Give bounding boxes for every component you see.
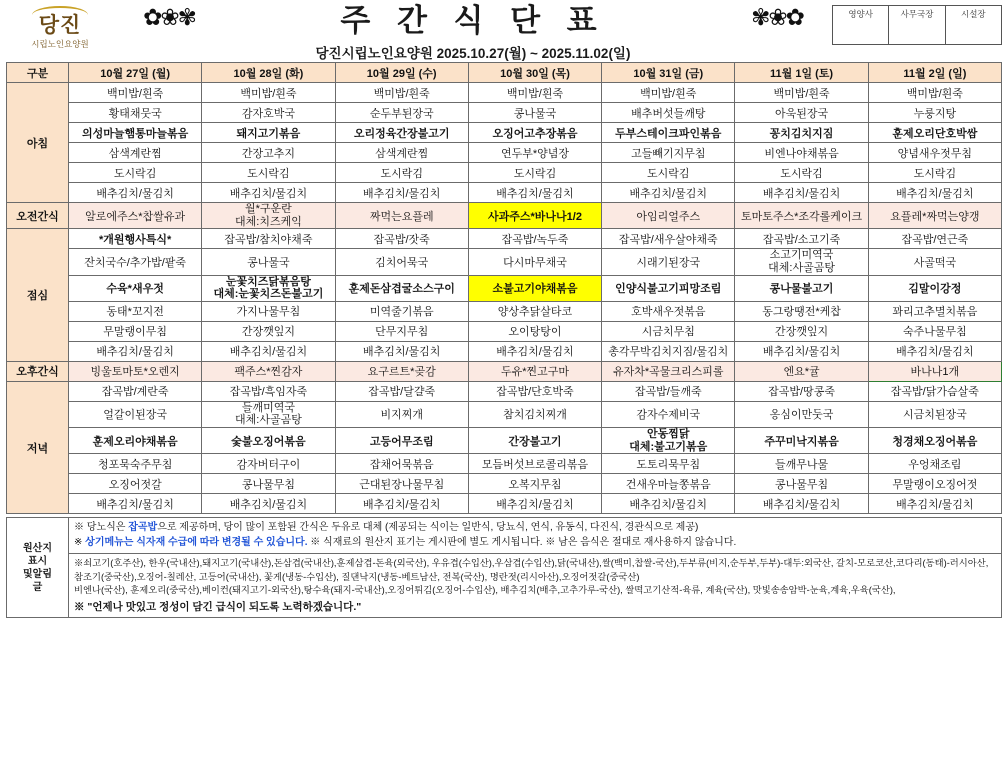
table-row — [7, 321, 1002, 341]
origin-line-2: 비엔나(국산), 훈제오리(중국산),베이컨(돼지고기-외국산),탕수육(돼지-국내산),오징어튀김(오징어-수입산), 배추김치(배추,고추가루-국산), 쌀떡고기산적-육류, 계육(국산), 맛빛송송암박-눈육,계육,우육(국산), — [74, 584, 896, 595]
menu-cell: 숙주나물무침 — [868, 321, 1001, 341]
menu-cell: 배추김치/물김치 — [69, 494, 202, 514]
menu-cell: 잡곡밥/흑임자죽 — [202, 381, 335, 401]
menu-cell: 잡곡밥/땅콩죽 — [735, 381, 868, 401]
menu-cell: 비엔나야채볶음 — [735, 143, 868, 163]
menu-cell: 잡곡밥/들깨죽 — [602, 381, 735, 401]
menu-cell: 간장깻잎지 — [735, 321, 868, 341]
table-row — [7, 401, 1002, 427]
snack-cell: 엔요*귤 — [735, 361, 868, 381]
signature-cell-manager: 사무국장 — [889, 6, 945, 44]
menu-cell: 훈제오리야채볶음 — [69, 428, 202, 454]
menu-cell: 배추버섯들깨탕 — [602, 103, 735, 123]
menu-cell: 고들빼기지무침 — [602, 143, 735, 163]
menu-cell: 시래기된장국 — [602, 249, 735, 275]
menu-cell: 우엉채조림 — [868, 454, 1001, 474]
menu-cell: 도시락김 — [69, 163, 202, 183]
menu-cell: 잡곡밥/연근죽 — [868, 229, 1001, 249]
menu-cell: 의성마늘햄통마늘볶음 — [69, 123, 202, 143]
menu-cell: 안동찜닭 대체:불고기볶음 — [602, 428, 735, 454]
meal-section-label-아침: 아침 — [7, 83, 69, 203]
menu-cell: 오이탕탕이 — [468, 321, 601, 341]
snack-cell: 바나나1개 — [868, 361, 1001, 381]
menu-cell: 숯불오징어볶음 — [202, 428, 335, 454]
weekly-menu-table — [6, 62, 1002, 514]
menu-cell: 연두부*양념장 — [468, 143, 601, 163]
menu-cell: 오징어고추장볶음 — [468, 123, 601, 143]
menu-cell: 가지나물무침 — [202, 301, 335, 321]
snack-label-오전간식: 오전간식 — [7, 203, 69, 229]
snack-cell: 빙울토마토*오렌지 — [69, 361, 202, 381]
menu-cell: 도시락김 — [602, 163, 735, 183]
menu-cell: 소고기미역국 대체:사골곰탕 — [735, 249, 868, 275]
menu-cell: 감자수제비국 — [602, 401, 735, 427]
signature-box — [832, 5, 1002, 45]
menu-cell: 무말랭이오징어젓 — [868, 474, 1001, 494]
table-row — [7, 143, 1002, 163]
menu-cell: 콩나물무침 — [735, 474, 868, 494]
menu-cell: 잡곡밥/달걀죽 — [335, 381, 468, 401]
menu-cell: 간장고추지 — [202, 143, 335, 163]
closing-message: ※ "언제나 맛있고 정성이 담긴 급식이 되도록 노력하겠습니다." — [74, 600, 362, 613]
snack-label-오후간식: 오후간식 — [7, 361, 69, 381]
column-header-category: 구분 — [7, 63, 69, 83]
menu-cell: 백미밥/흰죽 — [202, 83, 335, 103]
menu-cell: 배추김치/물김치 — [335, 341, 468, 361]
menu-cell: 콩나물무침 — [202, 474, 335, 494]
menu-cell: 잡곡밥/닭가슴살죽 — [868, 381, 1001, 401]
signature-cell-nutritionist: 영양사 — [833, 6, 889, 44]
snack-row — [7, 361, 1002, 381]
menu-cell: 백미밥/흰죽 — [468, 83, 601, 103]
menu-cell: 배추김치/물김치 — [202, 341, 335, 361]
table-row — [7, 275, 1002, 301]
menu-cell: 비지찌개 — [335, 401, 468, 427]
footer-notes-table — [6, 517, 1002, 618]
table-header-row — [7, 63, 1002, 83]
menu-cell: 오복지무침 — [468, 474, 601, 494]
table-row — [7, 103, 1002, 123]
menu-cell: 모듬버섯브로콜리볶음 — [468, 454, 601, 474]
menu-cell: 백미밥/흰죽 — [335, 83, 468, 103]
menu-cell: 옹심이만둣국 — [735, 401, 868, 427]
menu-cell: 훈제오리단호박쌈 — [868, 123, 1001, 143]
menu-cell: 들깨무나물 — [735, 454, 868, 474]
menu-cell: 간장불고기 — [468, 428, 601, 454]
menu-cell: 김말이강정 — [868, 275, 1001, 301]
menu-cell: 배추김치/물김치 — [868, 341, 1001, 361]
footer-divider — [69, 553, 1001, 554]
menu-cell: 콩나물국 — [468, 103, 601, 123]
menu-cell: 배추김치/물김치 — [202, 183, 335, 203]
menu-cell: 단무지무침 — [335, 321, 468, 341]
menu-cell: 들깨미역국 대체:사골곰탕 — [202, 401, 335, 427]
menu-cell: 도토리묵무침 — [602, 454, 735, 474]
menu-cell: 배추김치/물김치 — [868, 494, 1001, 514]
menu-cell: 배추김치/물김치 — [735, 183, 868, 203]
menu-cell: 무말랭이무침 — [69, 321, 202, 341]
table-row — [7, 474, 1002, 494]
menu-cell: 콩나물국 — [202, 249, 335, 275]
column-header-fri: 10월 31일 (금) — [602, 63, 735, 83]
menu-cell: 수육*새우젓 — [69, 275, 202, 301]
menu-cell: 배추김치/물김치 — [468, 341, 601, 361]
menu-cell: 백미밥/흰죽 — [735, 83, 868, 103]
menu-cell: 눈꽃치즈닭볶음탕 대체:눈꽃치즈돈불고기 — [202, 275, 335, 301]
note-line-1: ※ 당노식은 잡곡밥으로 제공하며, 당이 많이 포함된 간식은 두유로 대체 (제공되는 식이는 일반식, 당뇨식, 연식, 유동식, 다진식, 경관식으로 제공) — [74, 522, 699, 534]
menu-cell: 아욱된장국 — [735, 103, 868, 123]
table-row — [7, 163, 1002, 183]
column-header-sun: 11월 2일 (일) — [868, 63, 1001, 83]
menu-cell: 동태*꼬지전 — [69, 301, 202, 321]
column-header-sat: 11월 1일 (토) — [735, 63, 868, 83]
menu-cell: 잡곡밥/소고기죽 — [735, 229, 868, 249]
menu-cell: 사골떡국 — [868, 249, 1001, 275]
meal-section-label-점심: 점심 — [7, 229, 69, 362]
table-row — [7, 249, 1002, 275]
menu-cell: 양념새우젓무침 — [868, 143, 1001, 163]
menu-cell: 오징어젓갈 — [69, 474, 202, 494]
menu-cell: 배추김치/물김치 — [868, 183, 1001, 203]
menu-cell: 배추김치/물김치 — [602, 183, 735, 203]
menu-cell: 청포묵숙주무침 — [69, 454, 202, 474]
snack-cell: 요구르트*곶감 — [335, 361, 468, 381]
table-row — [7, 494, 1002, 514]
menu-cell: 참치김치찌개 — [468, 401, 601, 427]
table-row — [7, 341, 1002, 361]
page-title: 주 간 식 단 표 — [340, 3, 606, 38]
menu-cell: 인양식불고기피망조림 — [602, 275, 735, 301]
logo-subtitle-text: 시립노인요양원 — [31, 39, 89, 50]
table-row — [7, 83, 1002, 103]
menu-cell: 소불고기야채볶음 — [468, 275, 601, 301]
menu-cell: 잡채어묵볶음 — [335, 454, 468, 474]
logo-mark-text: 당진 — [38, 14, 82, 37]
menu-cell: 누룽지탕 — [868, 103, 1001, 123]
menu-cell: 주꾸미낙지볶음 — [735, 428, 868, 454]
column-header-tue: 10월 28일 (화) — [202, 63, 335, 83]
menu-cell: 잡곡밥/참치야채죽 — [202, 229, 335, 249]
footer-body — [69, 518, 1002, 618]
menu-cell: 배추김치/물김치 — [202, 494, 335, 514]
note-line-2: ※ 상기메뉴는 식자재 수급에 따라 변경될 수 있습니다. ※ 식재료의 원산지 표기는 게시판에 별도 게시됩니다. ※ 남은 음식은 절대로 재사용하지 않습니다. — [74, 536, 737, 548]
menu-cell: 얼갈이된장국 — [69, 401, 202, 427]
menu-cell: 배추김치/물김치 — [735, 494, 868, 514]
menu-cell: 배추김치/물김치 — [69, 183, 202, 203]
menu-cell: 시금치된장국 — [868, 401, 1001, 427]
menu-cell: 양상추닭살타코 — [468, 301, 601, 321]
menu-cell: 도시락김 — [202, 163, 335, 183]
page-header — [6, 4, 1002, 60]
menu-cell: 미역줄기볶음 — [335, 301, 468, 321]
menu-cell: 삼색계란찜 — [335, 143, 468, 163]
table-row — [7, 183, 1002, 203]
column-header-wed: 10월 29일 (수) — [335, 63, 468, 83]
title-block — [224, 4, 722, 62]
menu-cell: 배추김치/물김치 — [335, 183, 468, 203]
menu-cell: 삼색계란찜 — [69, 143, 202, 163]
menu-cell: 근대된장나물무침 — [335, 474, 468, 494]
menu-cell: 감자호박국 — [202, 103, 335, 123]
column-header-thu: 10월 30일 (목) — [468, 63, 601, 83]
menu-cell: 총각무박김치지짐/물김치 — [602, 341, 735, 361]
menu-cell: 잡곡밥/계란죽 — [69, 381, 202, 401]
table-row — [7, 123, 1002, 143]
menu-cell: 다시마무채국 — [468, 249, 601, 275]
menu-cell: 동그랑땡전*케찹 — [735, 301, 868, 321]
menu-cell: 도시락김 — [468, 163, 601, 183]
snack-cell: 유자차*곡물크리스피롤 — [602, 361, 735, 381]
menu-cell: 오리정육간장불고기 — [335, 123, 468, 143]
menu-cell: 두부스테이크파인볶음 — [602, 123, 735, 143]
menu-cell: 배추김치/물김치 — [468, 183, 601, 203]
page-subtitle: 당진시립노인요양원 2025.10.27(월) ~ 2025.11.02(일) — [315, 46, 631, 62]
menu-cell: 잡곡밥/단호박죽 — [468, 381, 601, 401]
menu-cell: 배추김치/물김치 — [602, 494, 735, 514]
menu-cell: 잡곡밥/새우살야채죽 — [602, 229, 735, 249]
menu-cell: *개원행사특식* — [69, 229, 202, 249]
menu-cell: 훈제돈삼겹굴소스구이 — [335, 275, 468, 301]
table-row — [7, 229, 1002, 249]
menu-cell: 잔치국수/추가밥/팥죽 — [69, 249, 202, 275]
menu-cell: 도시락김 — [868, 163, 1001, 183]
menu-cell: 꽁치김치지짐 — [735, 123, 868, 143]
snack-cell: 두유*찐고구마 — [468, 361, 601, 381]
menu-cell: 도시락김 — [735, 163, 868, 183]
snack-cell: 월*구운란 대체:치즈케익 — [202, 203, 335, 229]
snack-row — [7, 203, 1002, 229]
menu-cell: 도시락김 — [335, 163, 468, 183]
menu-cell: 콩나물불고기 — [735, 275, 868, 301]
menu-cell: 건새우마늘쫑볶음 — [602, 474, 735, 494]
snack-cell: 알로에주스*찹쌀유과 — [69, 203, 202, 229]
snack-cell: 요플레*짜먹는양갱 — [868, 203, 1001, 229]
snack-cell: 아임리얼주스 — [602, 203, 735, 229]
flower-decoration-right-icon: ✾❀✿ — [751, 4, 803, 30]
table-row — [7, 428, 1002, 454]
menu-cell: 잡곡밥/녹두죽 — [468, 229, 601, 249]
menu-cell: 배추김치/물김치 — [468, 494, 601, 514]
snack-cell: 팩주스*찐감자 — [202, 361, 335, 381]
snack-cell: 토마토주스*조각롤케이크 — [735, 203, 868, 229]
menu-cell: 순두부된장국 — [335, 103, 468, 123]
organization-logo — [6, 4, 114, 50]
menu-cell: 백미밥/흰죽 — [69, 83, 202, 103]
menu-cell: 호박새우젓볶음 — [602, 301, 735, 321]
meal-section-label-저녁: 저녁 — [7, 381, 69, 514]
menu-cell: 백미밥/흰죽 — [602, 83, 735, 103]
menu-cell: 배추김치/물김치 — [735, 341, 868, 361]
origin-line-1: ※쇠고기(호주산), 한우(국내산),돼지고기(국내산),돈삼겹(국내산),훈제삼겹-돈육(외국산), 우유겹(수입산),우삼겹(수입산),닭(국내산),쌀(백미,찹쌀-국산),두부류(비지,순두부,두부)-대두:외국산, 갈치-모로코산,코다리(동태)-러시아산, 참조기(중국산),오징어-칠레산, 고등어(국내산), 꽃게(냉동-수입산), 질댄낙지(냉동-베트남산, 전복(국산), 명란젓(리시아산),오징어젓갈(중국산) — [74, 558, 989, 582]
menu-cell: 감자버터구이 — [202, 454, 335, 474]
menu-cell: 배추김치/물김치 — [335, 494, 468, 514]
table-row — [7, 454, 1002, 474]
menu-cell: 고등어무조림 — [335, 428, 468, 454]
table-row — [7, 381, 1002, 401]
menu-cell: 시금치무침 — [602, 321, 735, 341]
menu-cell: 백미밥/흰죽 — [868, 83, 1001, 103]
snack-cell: 사과주스*바나나1/2 — [468, 203, 601, 229]
menu-cell: 김치어묵국 — [335, 249, 468, 275]
menu-cell: 배추김치/물김치 — [69, 341, 202, 361]
menu-cell: 잡곡밥/잣죽 — [335, 229, 468, 249]
menu-cell: 꽈리고추멸치볶음 — [868, 301, 1001, 321]
footer-label: 원산지 표시 및알림 글 — [7, 518, 69, 618]
flower-decoration-left-icon: ✿❀✾ — [143, 4, 195, 30]
column-header-mon: 10월 27일 (월) — [69, 63, 202, 83]
menu-cell: 돼지고기볶음 — [202, 123, 335, 143]
menu-cell: 간장깻잎지 — [202, 321, 335, 341]
signature-cell-director: 시설장 — [961, 9, 986, 19]
menu-cell: 황태채뭇국 — [69, 103, 202, 123]
menu-cell: 청경채오징어볶음 — [868, 428, 1001, 454]
table-row — [7, 301, 1002, 321]
snack-cell: 짜먹는요플레 — [335, 203, 468, 229]
